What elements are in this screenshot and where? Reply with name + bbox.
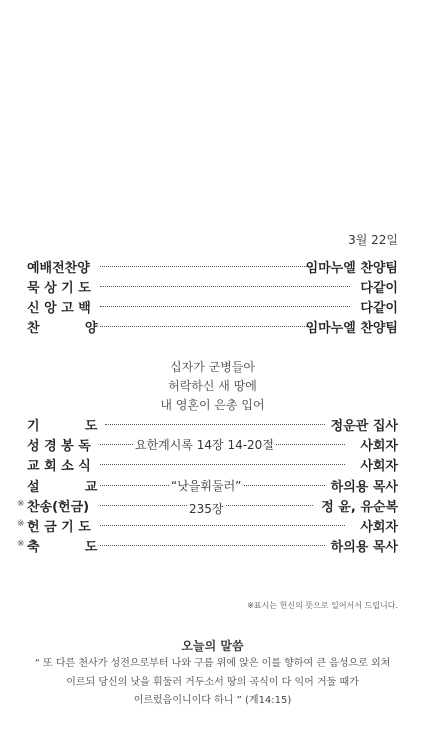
program-row-scripture xyxy=(0,435,425,455)
program-value: 다같이 xyxy=(360,281,398,296)
program-value: 하의용 목사 xyxy=(330,540,398,555)
program-value: 다같이 xyxy=(360,301,398,316)
program-label: 찬 양 xyxy=(27,321,98,336)
program-label: 교 회 소 식 xyxy=(27,459,91,474)
dotted-leader xyxy=(105,424,325,425)
sermon-title: “낫을휘둘러” xyxy=(171,479,242,493)
program-label: 묵 상 기 도 xyxy=(27,281,91,296)
standing-mark-icon: ※ xyxy=(17,539,25,549)
program-value: 정운관 집사 xyxy=(330,419,398,434)
program-label: 신 앙 고 백 xyxy=(27,301,91,316)
program-value: 하의용 목사 xyxy=(330,480,398,495)
program-label: 예배전찬양 xyxy=(27,261,90,276)
program-row-benediction xyxy=(0,536,425,556)
dotted-leader xyxy=(100,464,345,465)
program-row-offering-prayer xyxy=(0,516,425,536)
standing-mark-icon: ※ xyxy=(17,519,25,529)
program-label: 성 경 봉 독 xyxy=(27,439,91,454)
program-value: 사회자 xyxy=(360,459,398,474)
program-row-creed xyxy=(0,297,425,317)
hymn-number: 235장 xyxy=(189,502,224,516)
hymn-line: 내 영혼이 은총 입어 xyxy=(160,398,265,412)
hymn-line: 십자가 군병들아 xyxy=(170,360,255,374)
program-row-praise xyxy=(0,257,425,277)
verse-title: 오늘의 말씀 xyxy=(181,639,244,653)
program-value: 임마누엘 찬양팀 xyxy=(305,321,398,336)
dotted-leader xyxy=(100,306,350,307)
standing-note: ※표시는 헌신의 뜻으로 일어서서 드립니다. xyxy=(247,601,398,610)
program-label: 축 도 xyxy=(27,540,98,555)
program-row-silent-prayer xyxy=(0,277,425,297)
program-row-hymn xyxy=(0,317,425,337)
dotted-leader xyxy=(100,545,325,546)
program-value: 임마누엘 찬양팀 xyxy=(305,261,398,276)
dotted-leader xyxy=(100,266,313,267)
verse-line: “ 또 다른 천사가 성전으로부터 나와 구름 위에 앉은 이를 향하여 큰 음성으로 외쳐 xyxy=(34,658,391,669)
hymn-line: 허락하신 새 땅에 xyxy=(168,379,257,393)
dotted-leader xyxy=(100,286,350,287)
program-value: 사회자 xyxy=(360,439,398,454)
program-value: 정 윤, 유순복 xyxy=(318,496,398,515)
program-row-announcements xyxy=(0,455,425,475)
program-row-offering-hymn xyxy=(0,496,425,516)
scripture-reference: 요한계시록 14장 14-20절 xyxy=(135,438,274,452)
program-value: 사회자 xyxy=(360,520,398,535)
program-label: 기 도 xyxy=(27,419,98,434)
program-label: 찬송(헌금) xyxy=(27,500,90,515)
verse-line: 이르렀음이니이다 하니 ” (계14:15) xyxy=(133,695,292,706)
program-label: 설 교 xyxy=(27,480,98,495)
program-row-sermon xyxy=(0,476,425,496)
verse-line: 이르되 당신의 낫을 휘둘러 거두소서 땅의 곡식이 다 익어 거둘 때가 xyxy=(66,677,359,688)
dotted-leader xyxy=(100,525,345,526)
standing-mark-icon: ※ xyxy=(17,499,25,509)
program-label: 헌 금 기 도 xyxy=(27,520,91,535)
program-row-prayer xyxy=(0,415,425,435)
service-date: 3월 22일 xyxy=(348,233,398,247)
dotted-leader xyxy=(100,326,313,327)
